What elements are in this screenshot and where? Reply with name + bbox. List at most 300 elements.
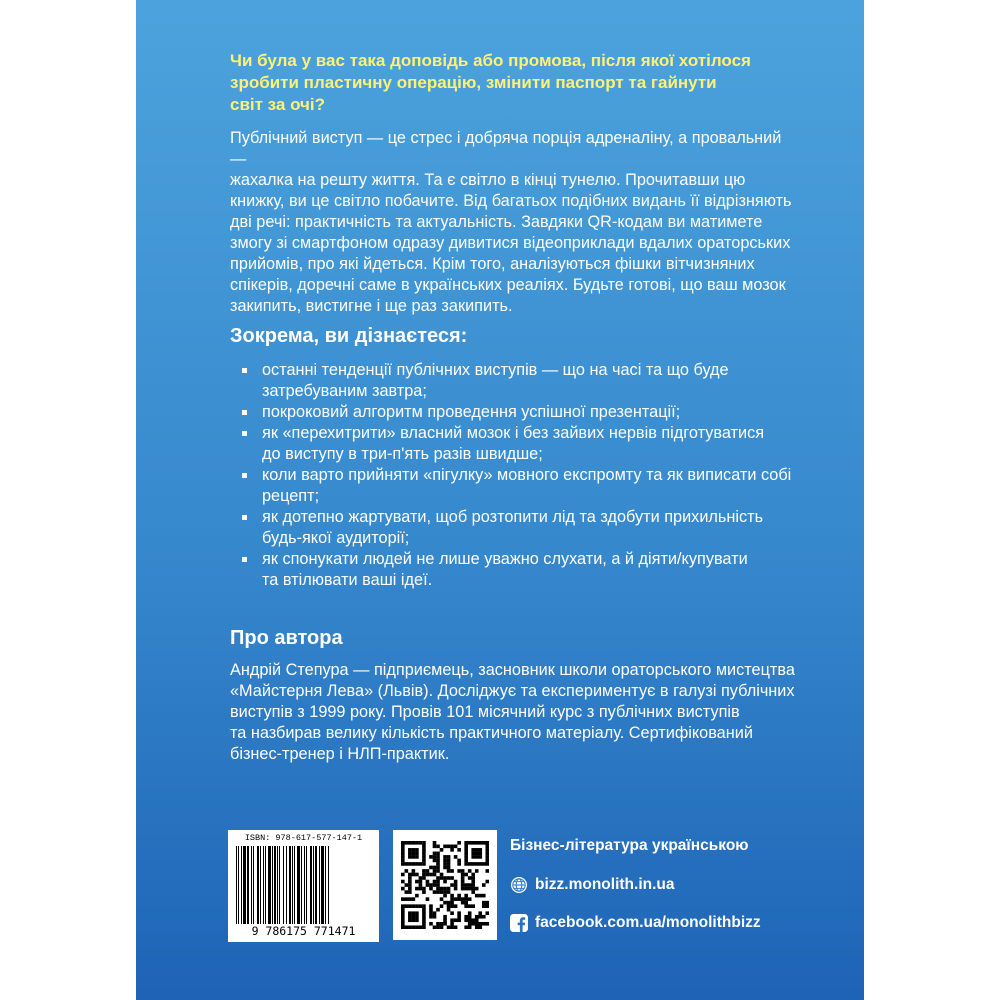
barcode-bar (268, 846, 271, 924)
qr-module (450, 918, 454, 922)
qr-module (429, 904, 433, 908)
intro-line: книжку, ви це світло побачите. Від багатьох подібних видань її відрізняють (230, 192, 792, 210)
qr-module (436, 922, 440, 926)
qr-finder-module (408, 925, 412, 929)
qr-module (422, 887, 426, 891)
qr-module (419, 887, 423, 891)
bullet-marker (242, 557, 247, 562)
qr-module (443, 866, 447, 870)
qr-finder-module (412, 925, 416, 929)
qr-module (433, 890, 437, 894)
qr-module (468, 911, 472, 915)
qr-module (450, 845, 454, 849)
qr-module (468, 904, 472, 908)
qr-module (433, 859, 437, 863)
qr-module (464, 883, 468, 887)
qr-finder-module (415, 852, 419, 856)
qr-module (450, 897, 454, 901)
qr-finder-module (405, 925, 409, 929)
qr-module (443, 894, 447, 898)
qr-module (408, 873, 412, 877)
qr-finder-module (419, 925, 423, 929)
barcode-bar (238, 846, 239, 924)
qr-finder-module (471, 852, 475, 856)
qr-module (412, 869, 416, 873)
globe-icon (510, 876, 528, 894)
qr-module (426, 897, 430, 901)
hook-line: Чи була у вас така доповідь або промова, після якої хотілося (230, 51, 751, 70)
qr-module (461, 876, 465, 880)
qr-module (457, 897, 461, 901)
list-item-text: коли варто прийняти «пігулку» мовного експромту та як виписати собі (262, 466, 792, 484)
publisher-facebook[interactable] (510, 912, 761, 934)
qr-module (443, 876, 447, 880)
qr-module (468, 883, 472, 887)
qr-finder-module (401, 862, 405, 866)
qr-module (419, 880, 423, 884)
qr-module (440, 897, 444, 901)
qr-module (440, 848, 444, 852)
qr-module (429, 883, 433, 887)
qr-module (412, 897, 416, 901)
qr-finder-module (471, 841, 475, 845)
qr-finder-module (401, 918, 405, 922)
qr-module (475, 869, 479, 873)
list-item (230, 549, 810, 591)
qr-module (485, 869, 489, 873)
qr-module (482, 904, 486, 908)
qr-finder-module (408, 911, 412, 915)
qr-module (429, 915, 433, 919)
qr-module (443, 915, 447, 919)
qr-module (457, 848, 461, 852)
qr-module (429, 855, 433, 859)
qr-module (478, 911, 482, 915)
qr-module (405, 869, 409, 873)
qr-finder-module (464, 855, 468, 859)
qr-module (436, 855, 440, 859)
qr-module (457, 869, 461, 873)
barcode-bar (247, 846, 249, 924)
list-item-text: як дотепно жартувати, щоб розтопити лід та здобути прихильність (262, 508, 764, 526)
qr-finder-module (415, 862, 419, 866)
qr-module (457, 915, 461, 919)
barcode-bar (325, 846, 326, 924)
list-item-text: останні тенденції публічних виступів — що на часі та що буде (262, 361, 729, 379)
qr-module (443, 862, 447, 866)
qr-finder-module (419, 904, 423, 908)
qr-finder-module (468, 841, 472, 845)
qr-module (457, 894, 461, 898)
intro-line: спікерів, доречні саме в українських реаліях. Будьте готові, що ваш мозок (230, 276, 786, 294)
list-item (230, 465, 810, 507)
qr-finder-module (419, 862, 423, 866)
barcode-bar (236, 846, 237, 924)
hook-line: світ за очі? (230, 95, 326, 114)
barcode-bars (234, 846, 373, 924)
qr-finder-module (401, 925, 405, 929)
qr-finder-module (482, 841, 486, 845)
learn-list (230, 360, 810, 591)
qr-module (464, 873, 468, 877)
qr-module (450, 911, 454, 915)
qr-module (429, 911, 433, 915)
qr-module (447, 876, 451, 880)
qr-finder-module (478, 855, 482, 859)
qr-finder-module (464, 852, 468, 856)
qr-finder-module (464, 845, 468, 849)
intro-line: Публічний виступ — це стрес і добряча порція адреналіну, а провальний — (230, 129, 782, 168)
qr-module (426, 880, 430, 884)
qr-module (454, 845, 458, 849)
qr-module (471, 873, 475, 877)
qr-finder-module (485, 859, 489, 863)
qr-module (422, 876, 426, 880)
qr-finder-module (415, 915, 419, 919)
bullet-marker (242, 410, 247, 415)
qr-finder-module (408, 862, 412, 866)
qr-module (478, 894, 482, 898)
qr-finder-module (412, 915, 416, 919)
learn-heading: Зокрема, ви дізнаєтеся: (230, 325, 468, 347)
qr-finder-module (415, 911, 419, 915)
qr-module (482, 901, 486, 905)
barcode-bar (257, 846, 259, 924)
qr-finder-module (422, 915, 426, 919)
facebook-link[interactable]: facebook.com.ua/monolithbizz (535, 914, 761, 931)
qr-module (461, 901, 465, 905)
barcode-bar (274, 846, 276, 924)
qr-finder-module (422, 925, 426, 929)
list-item (230, 402, 810, 423)
qr-module (482, 883, 486, 887)
qr-module (454, 904, 458, 908)
qr-module (450, 894, 454, 898)
qr-module (464, 887, 468, 891)
qr-module (443, 918, 447, 922)
qr-module (433, 866, 437, 870)
qr-module (433, 869, 437, 873)
qr-module (475, 894, 479, 898)
about-line: виступів з 1999 року. Провів 101 місячний курс з публічних виступів (230, 703, 740, 721)
qr-module (450, 925, 454, 929)
qr-module (461, 887, 465, 891)
qr-module (447, 887, 451, 891)
qr-module (440, 904, 444, 908)
qr-code-image (401, 841, 489, 929)
qr-module (485, 922, 489, 926)
qr-module (454, 855, 458, 859)
bullet-marker (242, 368, 247, 373)
qr-module (405, 897, 409, 901)
qr-module (436, 852, 440, 856)
qr-module (475, 922, 479, 926)
qr-module (450, 904, 454, 908)
about-author-paragraph (230, 660, 800, 765)
qr-finder-module (412, 911, 416, 915)
qr-module (436, 925, 440, 929)
qr-module (468, 925, 472, 929)
qr-module (436, 880, 440, 884)
qr-module (450, 922, 454, 926)
hook-question (230, 50, 790, 116)
barcode-bar (272, 846, 273, 924)
qr-finder-module (405, 904, 409, 908)
qr-finder-module (485, 855, 489, 859)
qr-finder-module (478, 848, 482, 852)
qr-module (426, 883, 430, 887)
qr-finder-module (422, 904, 426, 908)
about-line: та назбирав велику кількість практичного матеріалу. Сертифікований (230, 724, 753, 742)
qr-finder-module (475, 862, 479, 866)
qr-finder-module (401, 855, 405, 859)
barcode-bar (321, 846, 324, 924)
barcode-bar (313, 846, 314, 924)
qr-module (436, 845, 440, 849)
qr-module (475, 918, 479, 922)
qr-finder-module (401, 911, 405, 915)
qr-finder-module (478, 862, 482, 866)
intro-paragraph (230, 128, 800, 317)
publisher-tagline: Бізнес-література українською (510, 837, 749, 854)
qr-module (482, 915, 486, 919)
barcode-bar (251, 846, 252, 924)
qr-module (475, 915, 479, 919)
qr-module (443, 859, 447, 863)
qr-module (401, 897, 405, 901)
isbn-label: ISBN: 978-617-577-147-1 (244, 833, 363, 843)
qr-module (405, 883, 409, 887)
qr-finder-module (464, 841, 468, 845)
barcode-bar (292, 846, 293, 924)
qr-module (464, 918, 468, 922)
qr-module (461, 897, 465, 901)
qr-finder-module (415, 918, 419, 922)
barcode-bar (243, 846, 246, 924)
qr-module (468, 918, 472, 922)
qr-module (440, 925, 444, 929)
qr-module (443, 845, 447, 849)
qr-module (457, 859, 461, 863)
qr-finder-module (412, 841, 416, 845)
qr-finder-module (401, 841, 405, 845)
qr-module (471, 887, 475, 891)
qr-finder-module (415, 925, 419, 929)
about-line: «Майстерня Лева» (Львів). Досліджує та експериментує в галузі публічних (230, 682, 795, 700)
qr-module (457, 841, 461, 845)
qr-module (415, 887, 419, 891)
about-author-heading: Про автора (230, 627, 343, 649)
qr-finder-module (485, 848, 489, 852)
isbn-barcode (228, 830, 379, 942)
bullet-marker (242, 431, 247, 436)
qr-module (457, 911, 461, 915)
qr-finder-module (401, 922, 405, 926)
qr-module (433, 852, 437, 856)
qr-finder-module (412, 904, 416, 908)
qr-module (454, 925, 458, 929)
qr-module (408, 897, 412, 901)
barcode-bar (263, 846, 264, 924)
qr-module (422, 890, 426, 894)
qr-finder-module (412, 848, 416, 852)
qr-finder-module (471, 862, 475, 866)
bullet-marker (242, 515, 247, 520)
qr-finder-module (422, 908, 426, 912)
qr-module (426, 873, 430, 877)
qr-finder-module (485, 841, 489, 845)
qr-module (419, 883, 423, 887)
qr-finder-module (422, 852, 426, 856)
qr-module (450, 869, 454, 873)
qr-module (422, 873, 426, 877)
qr-module (429, 887, 433, 891)
qr-module (471, 876, 475, 880)
qr-code[interactable] (393, 830, 497, 940)
qr-module (433, 911, 437, 915)
qr-module (443, 855, 447, 859)
qr-finder-module (401, 845, 405, 849)
qr-module (422, 869, 426, 873)
barcode-bar (294, 846, 295, 924)
qr-module (475, 887, 479, 891)
qr-module (447, 859, 451, 863)
hook-line: зробити пластичну операцію, змінити паспорт та гайнути (230, 73, 717, 92)
qr-module (433, 880, 437, 884)
qr-module (464, 925, 468, 929)
barcode-bar (265, 846, 266, 924)
qr-finder-module (412, 918, 416, 922)
qr-module (440, 873, 444, 877)
qr-module (447, 904, 451, 908)
qr-finder-module (422, 922, 426, 926)
about-line: бізнес-тренер і НЛП-практик. (230, 745, 450, 763)
qr-module (468, 887, 472, 891)
qr-module (485, 911, 489, 915)
qr-module (433, 855, 437, 859)
qr-module (408, 887, 412, 891)
qr-finder-module (475, 855, 479, 859)
qr-finder-module (422, 862, 426, 866)
qr-finder-module (405, 841, 409, 845)
qr-module (415, 873, 419, 877)
qr-module (471, 883, 475, 887)
qr-finder-module (422, 855, 426, 859)
qr-finder-module (464, 848, 468, 852)
website-link[interactable]: bizz.monolith.in.ua (535, 876, 675, 893)
list-item-text: та втілювати ваші ідеї. (262, 571, 433, 589)
qr-module (401, 887, 405, 891)
qr-module (440, 887, 444, 891)
qr-finder-module (415, 841, 419, 845)
qr-finder-module (422, 859, 426, 863)
qr-finder-module (408, 915, 412, 919)
qr-finder-module (478, 841, 482, 845)
qr-finder-module (471, 855, 475, 859)
qr-finder-module (464, 859, 468, 863)
qr-finder-module (471, 848, 475, 852)
qr-module (447, 908, 451, 912)
qr-module (485, 880, 489, 884)
qr-module (457, 918, 461, 922)
qr-module (433, 845, 437, 849)
list-item-text: рецепт; (262, 487, 320, 505)
barcode-bar (277, 846, 278, 924)
qr-module (454, 897, 458, 901)
qr-module (408, 880, 412, 884)
list-item-text: будь-якої аудиторії; (262, 529, 410, 547)
qr-module (468, 922, 472, 926)
barcode-bar (310, 846, 312, 924)
qr-module (429, 866, 433, 870)
qr-module (408, 876, 412, 880)
qr-module (436, 908, 440, 912)
list-item-text: затребуваним завтра; (262, 382, 427, 400)
qr-module (408, 890, 412, 894)
qr-module (450, 901, 454, 905)
qr-module (447, 901, 451, 905)
qr-module (454, 883, 458, 887)
qr-finder-module (422, 841, 426, 845)
qr-module (468, 869, 472, 873)
qr-module (443, 887, 447, 891)
qr-module (447, 845, 451, 849)
qr-module (440, 890, 444, 894)
qr-finder-module (475, 848, 479, 852)
qr-module (482, 922, 486, 926)
qr-module (433, 925, 437, 929)
qr-module (478, 922, 482, 926)
qr-module (405, 890, 409, 894)
qr-finder-module (401, 908, 405, 912)
list-item (230, 423, 810, 465)
qr-module (464, 904, 468, 908)
qr-finder-module (401, 859, 405, 863)
qr-finder-module (468, 862, 472, 866)
qr-finder-module (475, 841, 479, 845)
qr-module (408, 883, 412, 887)
qr-finder-module (401, 904, 405, 908)
publisher-website[interactable] (510, 874, 675, 896)
barcode-bar (283, 846, 284, 924)
qr-module (468, 915, 472, 919)
qr-module (415, 880, 419, 884)
barcode-bar (328, 846, 329, 924)
qr-finder-module (422, 911, 426, 915)
qr-finder-module (485, 852, 489, 856)
qr-module (461, 883, 465, 887)
qr-module (436, 883, 440, 887)
barcode-bar (286, 846, 287, 924)
qr-module (443, 890, 447, 894)
qr-finder-module (412, 855, 416, 859)
list-item (230, 507, 810, 549)
qr-module (471, 890, 475, 894)
qr-module (447, 855, 451, 859)
intro-line: жахалка на решту життя. Та є світло в кінці тунелю. Прочитавши цю (230, 171, 746, 189)
barcode-bar (297, 846, 300, 924)
qr-module (464, 915, 468, 919)
qr-finder-module (415, 848, 419, 852)
qr-module (464, 894, 468, 898)
qr-module (436, 876, 440, 880)
qr-finder-module (408, 918, 412, 922)
qr-module (447, 869, 451, 873)
qr-finder-module (422, 918, 426, 922)
qr-finder-module (415, 855, 419, 859)
qr-finder-module (408, 904, 412, 908)
barcode-bar (301, 846, 302, 924)
